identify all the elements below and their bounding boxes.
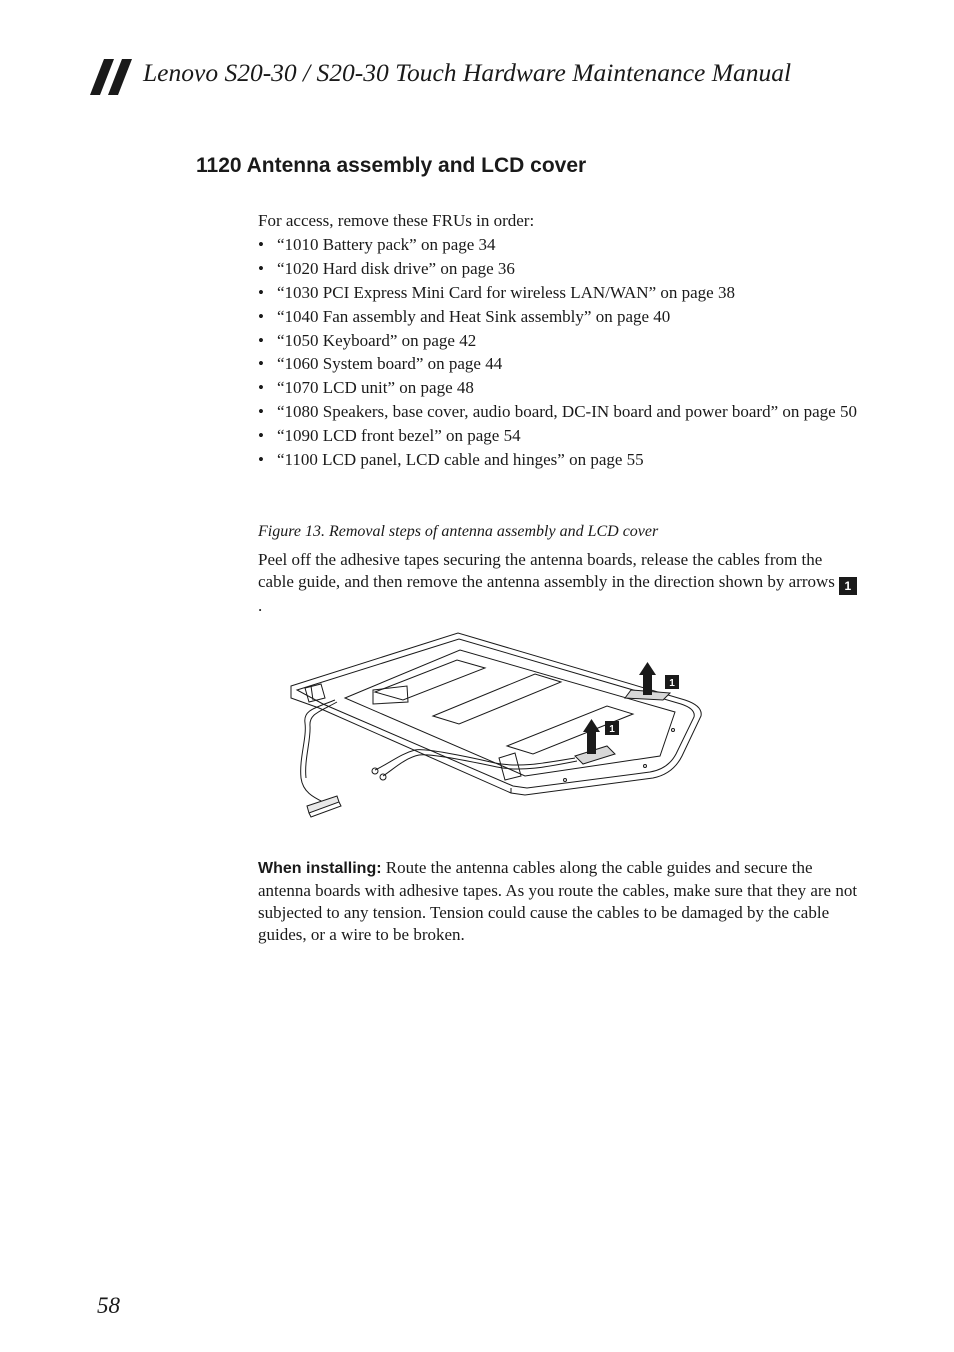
antenna-tape-strip bbox=[433, 674, 561, 724]
installing-label: When installing: bbox=[258, 860, 382, 877]
bullet-icon: • bbox=[258, 282, 264, 302]
bullet-icon: • bbox=[258, 330, 264, 350]
callout-label: 1 bbox=[609, 724, 615, 735]
fru-link[interactable]: “1070 LCD unit” on page 48 bbox=[277, 378, 474, 398]
header-slash-mark-icon bbox=[90, 59, 136, 95]
fru-item[interactable] bbox=[258, 401, 858, 423]
bullet-icon: • bbox=[258, 426, 264, 446]
lcd-connector bbox=[307, 796, 339, 813]
fru-link[interactable]: “1080 Speakers, base cover, audio board, DC-IN board and power board” on page 50 bbox=[277, 402, 857, 422]
fru-item[interactable] bbox=[258, 353, 858, 375]
callout-badge bbox=[605, 721, 619, 735]
removal-arrow-icon bbox=[639, 662, 656, 695]
page-number: 58 bbox=[97, 1293, 120, 1318]
figure-caption: Figure 13. Removal steps of antenna assembly and LCD cover bbox=[258, 523, 659, 540]
bullet-icon: • bbox=[258, 378, 264, 398]
section-heading: 1120 Antenna assembly and LCD cover bbox=[196, 154, 587, 177]
lcd-cover-outline bbox=[291, 633, 701, 795]
removal-step-text bbox=[258, 549, 858, 617]
fru-link[interactable]: “1040 Fan assembly and Heat Sink assembly” on page 40 bbox=[277, 306, 671, 326]
callout-badge bbox=[665, 675, 679, 689]
access-intro: For access, remove these FRUs in order: bbox=[258, 211, 535, 230]
removal-step-end: . bbox=[258, 596, 263, 615]
callout-badge: 1 bbox=[839, 577, 857, 595]
fru-link[interactable]: “1060 System board” on page 44 bbox=[277, 354, 503, 374]
bullet-icon: • bbox=[258, 235, 264, 254]
manual-title: Lenovo S20-30 / S20-30 Touch Hardware Maintenance Manual bbox=[143, 58, 792, 87]
fru-item[interactable] bbox=[258, 234, 858, 256]
antenna-tape-strip bbox=[375, 660, 485, 700]
fru-link[interactable]: “1090 LCD front bezel” on page 54 bbox=[277, 426, 521, 446]
fru-item[interactable] bbox=[258, 330, 858, 352]
bullet-icon: • bbox=[258, 402, 264, 422]
bullet-icon: • bbox=[258, 306, 264, 326]
fru-link[interactable]: “1020 Hard disk drive” on page 36 bbox=[277, 258, 515, 278]
fru-link[interactable]: “1100 LCD panel, LCD cable and hinges” on page 55 bbox=[277, 450, 644, 470]
lcd-cover-illustration bbox=[275, 628, 715, 823]
fru-list bbox=[258, 234, 858, 473]
antenna-cable bbox=[301, 700, 335, 803]
fru-link[interactable]: “1050 Keyboard” on page 42 bbox=[277, 330, 477, 350]
fru-link[interactable]: “1010 Battery pack” on page 34 bbox=[277, 235, 496, 254]
callout-label: 1 bbox=[669, 678, 675, 689]
fru-item[interactable] bbox=[258, 449, 858, 471]
installing-body: Route the antenna cables along the cable guides and secure the antenna boards with adhesive tapes. As you route the cables, make sure that they are not subjected to any tension. Tension could cause the cables to be damaged by the cable guides, or a wire to be broken. bbox=[258, 858, 858, 944]
removal-step-body: Peel off the adhesive tapes securing the antenna boards, release the cables from the cable guide, and then remove the antenna assembly in the direction shown by arrows bbox=[258, 550, 835, 591]
fru-item[interactable] bbox=[258, 306, 858, 328]
bullet-icon: • bbox=[258, 354, 264, 374]
fru-item[interactable] bbox=[258, 425, 858, 447]
fru-item[interactable] bbox=[258, 282, 858, 304]
fru-link[interactable]: “1030 PCI Express Mini Card for wireless LAN/WAN” on page 38 bbox=[277, 282, 735, 302]
fru-item[interactable] bbox=[258, 377, 858, 399]
installing-note bbox=[258, 857, 858, 946]
bullet-icon: • bbox=[258, 450, 264, 470]
bullet-icon: • bbox=[258, 258, 264, 278]
fru-item[interactable] bbox=[258, 258, 858, 280]
